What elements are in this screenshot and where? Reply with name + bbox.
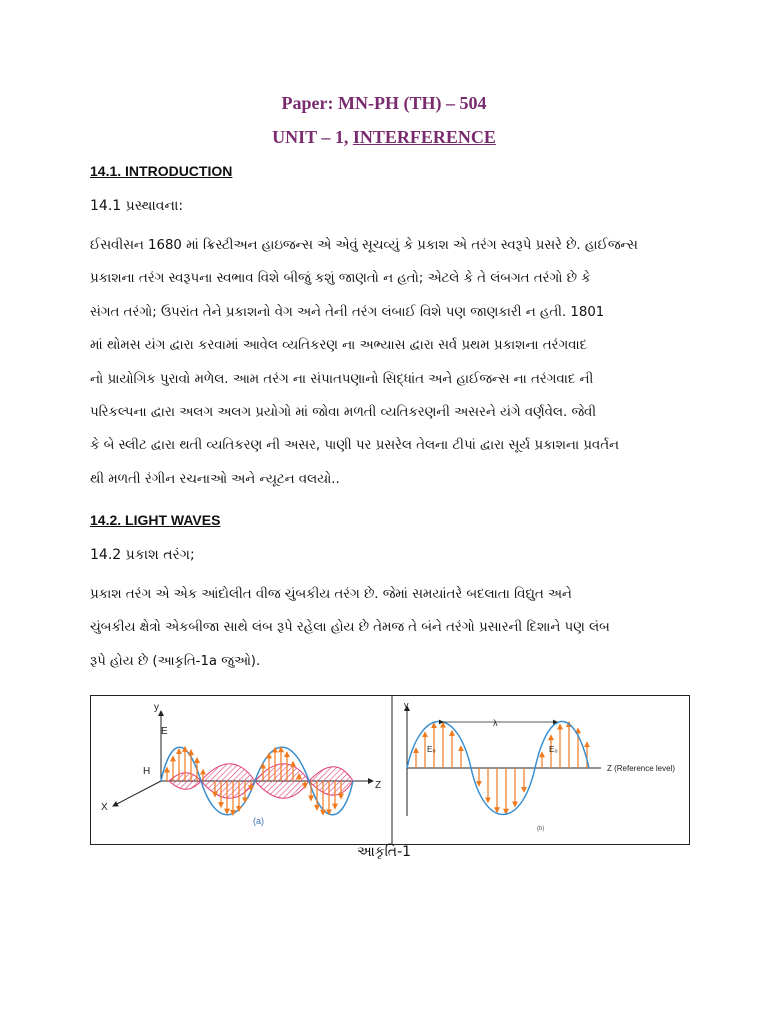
unit-topic: INTERFERENCE: [352, 127, 496, 147]
section-heading-light-waves: 14.2. LIGHT WAVES: [90, 512, 221, 528]
z-axis-label: Z: [375, 780, 382, 791]
x-axis-label: X: [101, 802, 108, 813]
paragraph-line: ઈસવીસન 1680 માં ક્રિસ્ટીઅન હાઇજન્સ એ એવું સૂચવ્યું કે પ્રકાશ એ તરંગ સ્વરૂપે પ્રસરે છે. હાઈજન્સ: [90, 238, 638, 253]
y-axis-label: y: [154, 702, 159, 713]
paragraph-line: રૂપે હોય છે (આકૃતિ-1a જુઓ).: [90, 653, 261, 669]
e-label: E: [161, 726, 168, 737]
paragraph-line: પ્રકાશના તરંગ સ્વરૂપના સ્વભાવ વિશે બીજું કશું જાણતો ન હતો; એટલે કે તે લંબગત તરંગો છે કે: [90, 271, 591, 287]
panel-a: [101, 702, 381, 826]
paragraph-line: નો પ્રાયોગિક પુરાવો મળેલ. આમ તરંગ ના સંપાતપણાનો સિદ્ધાંત અને હાઈજન્સ ના તરંગવાદ ની: [90, 371, 594, 387]
unit-title: [0, 127, 768, 148]
section-subheading-introduction: 14.1 પ્રસ્થાવના:: [90, 198, 184, 214]
panel-a-caption: (a): [253, 816, 264, 826]
figure-1: [90, 695, 690, 845]
paragraph-line: ચુંબકીય ક્ષેત્રો એકબીજા સાથે લંબ રૂપે રહેલા હોય છે તેમજ તે બંને તરંગો પ્રસારની દિશાને પણ લંબ: [90, 620, 610, 636]
section-heading-introduction: 14.1. INTRODUCTION: [90, 163, 233, 179]
e0-left-label: E₀: [427, 745, 436, 754]
paragraph-line: પ્રકાશ તરંગ એ એક આંદોલીત વીજ ચુંબકીય તરંગ છે. જેમાં સમયાંતરે બદલાતા વિદ્યુત અને: [90, 587, 572, 602]
unit-prefix: UNIT – 1,: [272, 127, 353, 147]
paragraph-line: કે બે સ્લીટ દ્વારા થતી વ્યતિકરણ ની અસર, પાણી પર પ્રસરેલ તેલના ટીપાં દ્વારા સૂર્ય પ્રકાશના પ્રવર્તન: [90, 438, 619, 454]
paragraph-line: માં થોમસ યંગ દ્વારા કરવામાં આવેલ વ્યતિકરણ ના અભ્યાસ દ્વારા સર્વ પ્રથમ પ્રકાશના તરંગવાદ: [90, 338, 588, 354]
h-label: H: [143, 766, 151, 777]
panel-b-caption: (b): [537, 826, 545, 832]
figure-caption: આકૃતિ-1: [356, 844, 412, 860]
paragraph-line: પરિકલ્પના દ્વારા અલગ અલગ પ્રયોગો માં જોવા મળતી વ્યતિકરણની અસરને યંગે વર્ણવેલ. જેવી: [90, 405, 597, 421]
z-reference-label: Z (Reference level): [607, 764, 676, 773]
figure-1-drawing: [91, 696, 689, 844]
panel-b: [404, 700, 675, 832]
y-axis-label: y: [404, 700, 409, 710]
light-waves-paragraph: [90, 578, 690, 678]
h-field-lobe: [201, 764, 255, 799]
e0-right-label: E₀: [549, 745, 558, 754]
x-axis: [113, 781, 161, 806]
paragraph-line: સંગત તરંગો; ઉપરાંત તેને પ્રકાશનો વેગ અને તેની તરંગ લંબાઈ વિશે પણ જાણકારી ન હતી. 1801: [90, 304, 605, 320]
paragraph-line: થી મળતી રંગીન રચનાઓ અને ન્યૂટન વલયો..: [90, 471, 340, 487]
h-field-lobe: [309, 767, 353, 796]
lambda-label: λ: [493, 718, 498, 728]
section-subheading-light-waves: 14.2 પ્રકાશ તરંગ;: [90, 547, 195, 563]
paper-title: Paper: MN-PH (TH) – 504: [281, 93, 487, 113]
introduction-paragraph: [90, 229, 690, 496]
